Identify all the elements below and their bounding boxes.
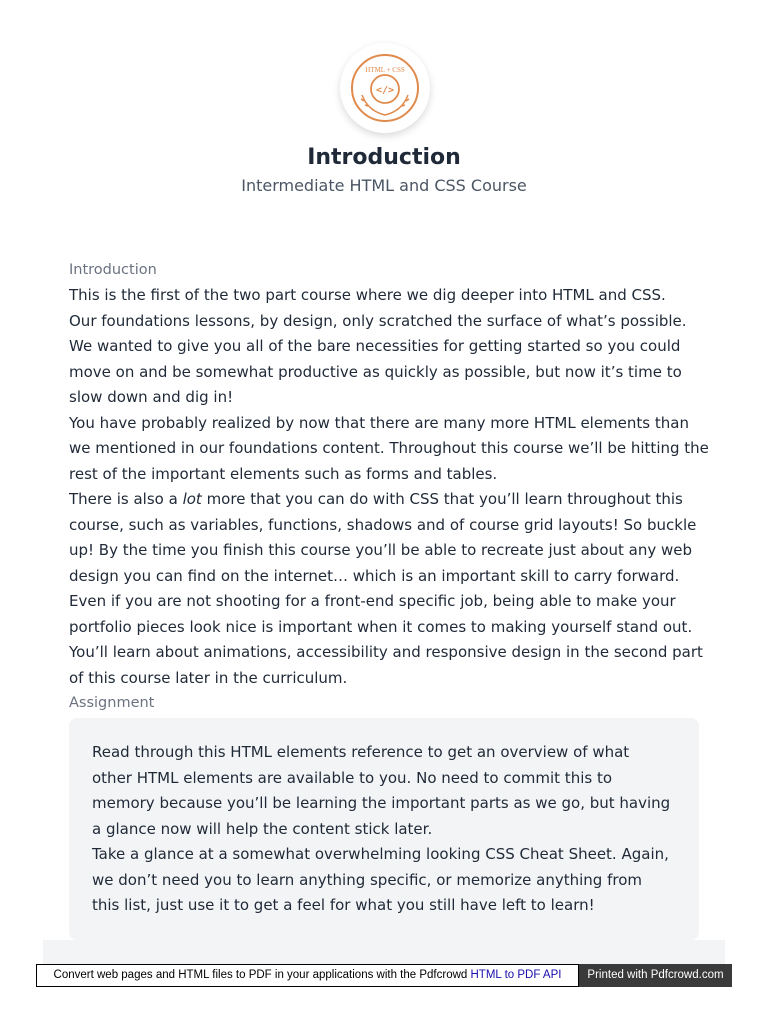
pdfcrowd-notice-text: Convert web pages and HTML files to PDF in your applications with the Pdfcrowd bbox=[53, 969, 471, 981]
intro-text: There is also a bbox=[69, 490, 183, 508]
html-css-badge-icon bbox=[340, 43, 430, 133]
introduction-heading: Introduction bbox=[69, 262, 157, 278]
emphasis-text: lot bbox=[182, 490, 202, 508]
intro-paragraph: This is the first of the two part course where we dig deeper into HTML and CSS. bbox=[69, 286, 666, 304]
html-to-pdf-api-link[interactable]: HTML to PDF API bbox=[470, 969, 562, 981]
intro-paragraph bbox=[69, 487, 709, 640]
assignment-item: Read through this HTML elements reference to get an overview of what other HTML elements are available to you. No need to commit this to memory because you’ll be learning the important parts as we go, but having a glance now will help the content stick later. bbox=[92, 743, 671, 838]
intro-paragraph: You’ll learn about animations, accessibility and responsive design in the second part of this course later in the curriculum. bbox=[69, 643, 703, 687]
printed-with-pdfcrowd-badge[interactable]: Printed with Pdfcrowd.com bbox=[579, 964, 732, 987]
page-bottom-band bbox=[43, 940, 725, 964]
intro-paragraph: You have probably realized by now that there are many more HTML elements than we mentioned in our foundations content. Throughout this course we’ll be hitting the rest of the important elements such as forms and tables. bbox=[69, 413, 709, 483]
assignment-item: Take a glance at a somewhat overwhelming looking CSS Cheat Sheet. Again, we don’t need you to learn anything specific, or memorize anything from this list, just use it to get a feel for what you still have left to learn! bbox=[92, 845, 669, 914]
page-subtitle: Intermediate HTML and CSS Course bbox=[241, 176, 527, 195]
intro-paragraph: Our foundations lessons, by design, only scratched the surface of what’s possible. We wanted to give you all of the bare necessities for getting started so you could move on and be somewhat productive as quickly as possible, but now it’s time to slow down and dig in! bbox=[69, 311, 687, 406]
pdfcrowd-notice bbox=[36, 964, 579, 987]
logo-text: HTML + CSS bbox=[365, 66, 405, 74]
course-logo bbox=[340, 43, 430, 133]
intro-text: more that you can do with CSS that you’ll learn throughout this course, such as variables, functions, shadows and of course grid layouts! So buckle up! By the time you finish this course you’ll be able to recreate just about any web design you can find on the internet… which is an important skill to carry forward. Even if you are not shooting for a front-end specific job, being able to make your portfolio pieces look nice is important when it comes to making yourself stand out. bbox=[69, 490, 697, 636]
logo-glyph: </> bbox=[375, 85, 395, 96]
assignment-heading: Assignment bbox=[69, 695, 155, 711]
pdfcrowd-footer bbox=[36, 964, 732, 987]
page-title: Introduction bbox=[307, 145, 461, 170]
assignment-box bbox=[69, 718, 699, 940]
lesson-content bbox=[69, 258, 709, 716]
